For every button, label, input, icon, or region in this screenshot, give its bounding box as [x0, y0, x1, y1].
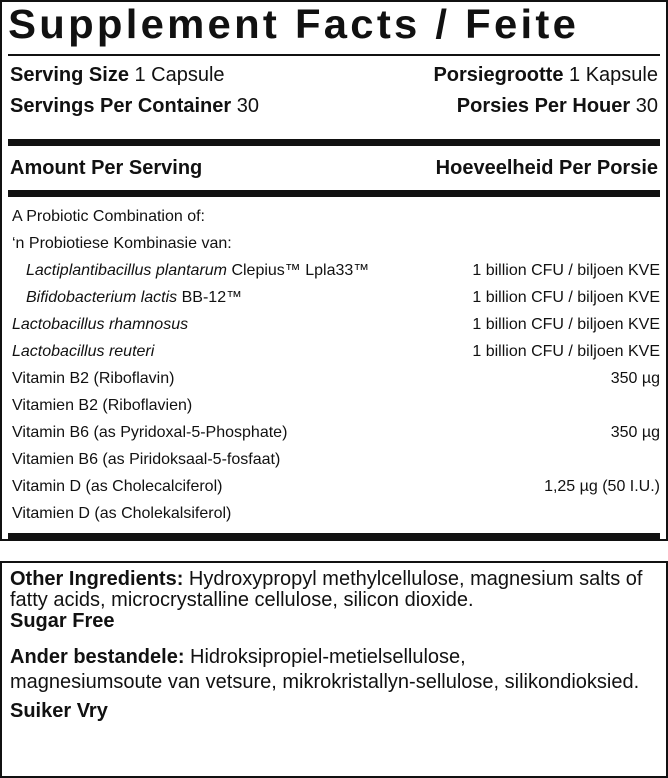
intro-text: ‘n Probiotiese Kombinasie van:	[12, 235, 232, 252]
servings-per-container-label: Servings Per Container	[10, 95, 232, 117]
nutrient-row	[2, 365, 666, 392]
nutrient-amount: 1 billion CFU / biljoen KVE	[472, 289, 660, 306]
nutrient-name	[12, 419, 287, 446]
other-ingredients-label: Other Ingredients:	[10, 568, 184, 590]
nutrient-row	[2, 311, 666, 338]
nutrient-latin-name: Lactiplantibacillus plantarum	[26, 262, 227, 279]
nutrient-name-text: Vitamien B6 (as Piridoksaal-5-fosfaat)	[12, 451, 281, 468]
sugar-free-label: Sugar Free	[10, 610, 115, 632]
nutrient-row	[2, 284, 666, 311]
nutrient-name-text: Vitamien D (as Cholekalsiferol)	[12, 505, 232, 522]
panel-title: Supplement Facts / Feite	[8, 1, 580, 47]
nutrient-name	[12, 311, 188, 338]
thick-divider	[8, 190, 660, 197]
other-ingredients-af	[10, 647, 658, 668]
other-ingredients-label-af: Ander bestandele:	[10, 646, 185, 668]
serving-size-row	[2, 60, 666, 91]
intro-line	[2, 203, 666, 230]
nutrient-row	[2, 338, 666, 365]
nutrient-name-text: Vitamin D (as Cholecalciferol)	[12, 478, 223, 495]
thick-divider	[8, 533, 660, 540]
nutrient-name-text: Vitamien B2 (Riboflavien)	[12, 397, 193, 414]
nutrient-amount: 350 µg	[610, 424, 660, 441]
intro-text: A Probiotic Combination of:	[12, 208, 205, 225]
nutrient-name	[26, 257, 369, 284]
other-ingredients	[10, 569, 658, 611]
ingredients-panel	[0, 561, 668, 778]
amount-header-row	[2, 146, 666, 190]
other-ingredients-text: Hydroxypropyl methylcellulose, magnesium salts of fatty acids, microcrystalline cellulose, silicon dioxide.	[10, 568, 643, 611]
nutrient-name	[12, 365, 174, 392]
serving-size-label-af: Porsiegrootte	[433, 64, 564, 86]
nutrient-amount: 1 billion CFU / biljoen KVE	[472, 316, 660, 333]
servings-per-container-label-af: Porsies Per Houer	[456, 95, 631, 117]
other-ingredients-text-af-2: magnesiumsoute van vetsure, mikrokristallyn-sellulose, silikondioksied.	[10, 671, 640, 693]
nutrient-latin-name: Lactobacillus rhamnosus	[12, 316, 189, 333]
nutrient-name-text: Clepius™ Lpla33™	[227, 262, 370, 279]
nutrient-amount: 350 µg	[610, 370, 660, 387]
other-ingredients-text-af: Hidroksipropiel-metielsellulose,	[184, 646, 466, 668]
nutrient-row	[2, 500, 666, 527]
nutrient-name	[12, 392, 192, 419]
nutrient-row	[2, 446, 666, 473]
nutrient-amount: 1 billion CFU / biljoen KVE	[472, 262, 660, 279]
nutrient-latin-name: Bifidobacterium lactis	[26, 289, 178, 306]
serving-size-label: Serving Size	[10, 64, 129, 86]
nutrient-name	[26, 284, 242, 311]
amount-per-serving-label-af: Hoeveelheid Per Porsie	[435, 157, 658, 179]
nutrient-name	[12, 500, 231, 527]
divider	[8, 54, 660, 56]
thick-divider	[8, 139, 660, 146]
nutrient-row	[2, 257, 666, 284]
serving-size-value-af: 1 Kapsule	[569, 64, 658, 86]
nutrient-list	[2, 257, 666, 527]
nutrient-row	[2, 419, 666, 446]
nutrient-name	[12, 446, 280, 473]
nutrient-name-text: Vitamin B6 (as Pyridoxal-5-Phosphate)	[12, 424, 288, 441]
nutrient-name-text: Vitamin B2 (Riboflavin)	[12, 370, 175, 387]
nutrient-name-text: BB-12™	[177, 289, 243, 306]
nutrient-latin-name: Lactobacillus reuteri	[12, 343, 155, 360]
servings-per-container-value-af: 30	[635, 95, 658, 117]
servings-per-container-row	[2, 91, 666, 122]
servings-per-container-value: 30	[236, 95, 259, 117]
nutrient-amount: 1,25 µg (50 I.U.)	[544, 478, 660, 495]
nutrient-amount: 1 billion CFU / biljoen KVE	[472, 343, 660, 360]
suiker-vry-label: Suiker Vry	[10, 700, 108, 722]
nutrient-name	[12, 473, 222, 500]
nutrient-row	[2, 392, 666, 419]
nutrient-name	[12, 338, 154, 365]
nutrient-row	[2, 473, 666, 500]
intro-line	[2, 230, 666, 257]
amount-per-serving-label: Amount Per Serving	[10, 157, 203, 179]
serving-size-value: 1 Capsule	[134, 64, 225, 86]
